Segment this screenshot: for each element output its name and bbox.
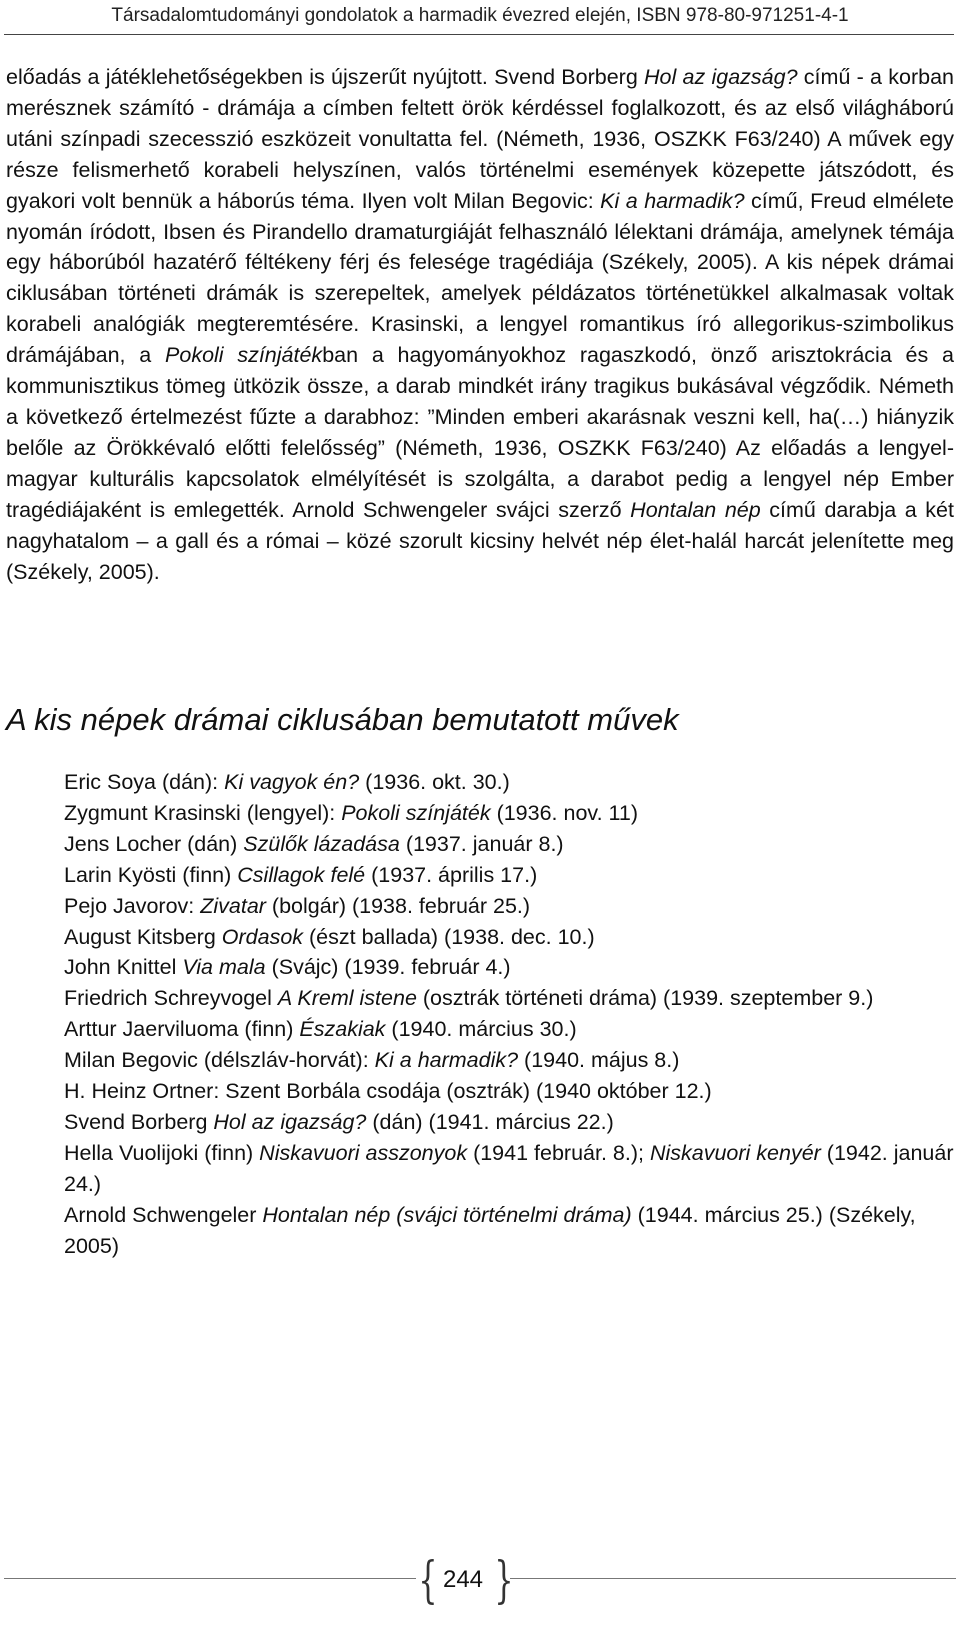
author-text: Larin Kyösti (finn) [64,862,238,887]
date-text: (Svájc) (1939. február 4.) [265,955,511,980]
list-item [64,860,954,891]
work-title: Zivatar [200,893,266,918]
date-text: (1941 február. 8.); [467,1140,650,1165]
work-title: Via mala [182,955,266,980]
date-text: (1944. március 25.) (Székely, 2005) [64,1202,916,1258]
running-header: Társadalomtudományi gondolatok a harmadik évezred elején, ISBN 978-80-971251-4-1 [111,5,849,26]
list-item [64,922,954,953]
date-text: (észt ballada) (1938. dec. 10.) [303,924,595,949]
body-paragraph [6,62,954,587]
list-item [64,798,954,829]
work-title: Hol az igazság? [213,1109,367,1134]
open-brace-icon: { [418,1551,438,1609]
author-text: Eric Soya (dán): [64,770,225,794]
author-text: Pejo Javorov: [64,893,201,918]
footer-divider-right [510,1578,956,1579]
author-text: John Knittel [64,955,183,980]
date-text: (1940. március 30.) [385,1017,577,1042]
list-item [64,952,954,983]
list-item [64,767,954,798]
list-item [64,1107,954,1138]
work-title: Hontalan nép (svájci történelmi dráma) [262,1202,632,1227]
work-title: Szülők lázadása [243,831,400,856]
date-text: (dán) (1941. március 22.) [366,1109,614,1134]
work-title: Pokoli színjáték [165,343,323,368]
author-text: Svend Borberg [64,1109,214,1134]
works-list [64,767,954,1262]
page-number: 244 [442,1566,484,1593]
date-text: (osztrák történeti dráma) (1939. szeptember 9.) [416,986,874,1011]
work-title: Ki a harmadik? [600,188,745,213]
author-text: Jens Locher (dán) [64,831,244,856]
work-title: Ki a harmadik? [374,1048,519,1073]
paragraph-text: című darabja a két nagyhatalom – a gall és a római – közé szorult kicsiny helvét nép élet-halál harcát jelenítette meg (Székely, 2005). [6,497,954,584]
author-text: Milan Begovic (délszláv-horvát): [64,1048,375,1073]
work-title: A Kreml istene [277,986,417,1011]
date-text: (1942. január 24.) [64,1140,954,1196]
author-text: Arnold Schwengeler [64,1202,263,1227]
paragraph-text: című - a korban merésznek számító - drámája a címben feltett örök kérdéssel foglalkozott, és az első világháború utáni színpadi szecesszió eszközeit vonultatta fel. (Németh, 1936, OSZKK F63/240) A művek egy része felismerhető korabeli helyszínen, valós történelmi események közepette játszódott, és gyakori volt bennük a háborús téma. Ilyen volt Milan Begovic: [6,65,954,213]
work-title: Hol az igazság? [644,65,798,89]
list-item [64,1045,954,1076]
work-title: Hontalan nép [630,497,761,522]
work-title: Ki vagyok én? [224,770,360,794]
author-text: Zygmunt Krasinski (lengyel): [64,800,342,825]
list-item [64,983,954,1014]
footer-divider-left [4,1578,416,1579]
list-item [64,1076,954,1107]
list-item [64,1200,954,1262]
work-title: Pokoli színjáték [341,800,491,825]
work-title: Csillagok felé [237,862,366,887]
header-divider [4,34,954,35]
work-title: Niskavuori kenyér [649,1140,821,1165]
list-item [64,1014,954,1045]
author-text: Friedrich Schreyvogel [64,986,278,1011]
work-title: Ordasok [221,924,304,949]
date-text: (1937. január 8.) [399,831,564,856]
date-text: (1937. április 17.) [365,862,538,887]
date-text: (1936. nov. 11) [490,800,638,825]
date-text: (1936. okt. 30.) [359,770,510,794]
list-item [64,891,954,922]
author-text: H. Heinz Ortner: Szent Borbála csodája (osztrák) (1940 október 12.) [64,1079,712,1104]
close-brace-icon: } [494,1551,514,1609]
list-item [64,1138,954,1200]
work-title: Niskavuori asszonyok [259,1140,468,1165]
list-item [64,829,954,860]
author-text: August Kitsberg [64,924,222,949]
work-title: Északiak [299,1017,386,1042]
section-heading: A kis népek drámai ciklusában bemutatott művek [6,702,679,737]
author-text: Hella Vuolijoki (finn) [64,1140,260,1165]
author-text: Arttur Jaerviluoma (finn) [64,1017,300,1042]
paragraph-text: ban a hagyományokhoz ragaszkodó, önző arisztokrácia és a kommunisztikus tömeg ütközik össze, a darab mindkét irány tragikus bukásával végződik. Németh a következő értelmezést fűzte a darabhoz: ”Minden emberi akarásnak veszni kell, ha(…) hiányzik belőle az Örökkévaló előtti felelősség” (Németh, 1936, OSZKK F63/240) Az előadás a lengyel-magyar kulturális kapcsolatok elmélyítését is szolgálta, a darabot pedig a lengyel nép Ember tragédiájaként is emlegették. Arnold Schwengeler svájci szerző [6,343,954,522]
paragraph-text: című, Freud elmélete nyomán íródott, Ibsen és Pirandello dramaturgiáját felhasználó lélektani drámája, amelynek témája egy háborúból hazatérő féltékeny férj és felesége tragédiája (Székely, 2005). A kis népek drámai ciklusában történeti drámák is szerepeltek, amelyek példázatos történetükkel alkalmasak voltak korabeli analógiák megteremtésére. Krasinski, a lengyel romantikus író allegorikus-szimbolikus drámájában, a [6,188,954,368]
date-text: (bolgár) (1938. február 25.) [265,893,531,918]
paragraph-text: előadás a játéklehetőségekben is újszerűt nyújtott. Svend Borberg [6,65,645,89]
date-text: (1940. május 8.) [518,1048,680,1073]
